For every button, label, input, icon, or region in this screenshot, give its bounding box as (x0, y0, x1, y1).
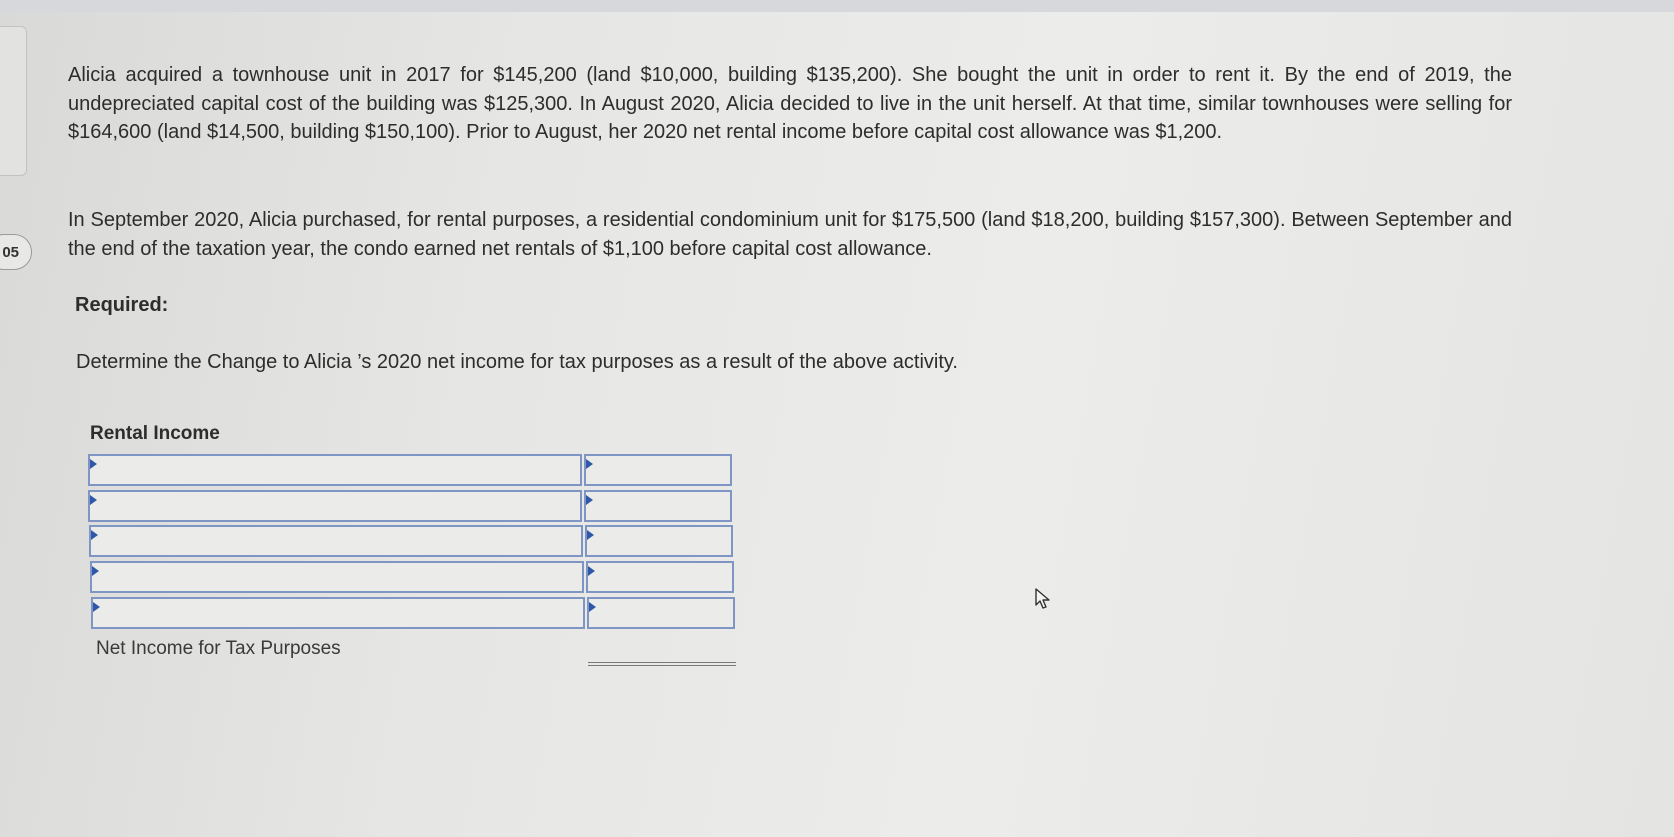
description-dropdown[interactable] (88, 490, 582, 522)
dropdown-marker-icon (589, 602, 596, 612)
description-dropdown[interactable] (88, 454, 582, 486)
problem-paragraph-1: Alicia acquired a townhouse unit in 2017 for $145,200 (land $10,000, building $135,200). She bought the unit in order to rent it. By the end of 2019, the undepreciated capital cost of the building was $125,300. In August 2020, Alicia decided to live in the unit herself. At that time, similar townhouses were selling for $164,600 (land $14,500, building $150,100). Prior to August, her 2020 net rental income before capital cost allowance was $1,200. (68, 64, 1512, 143)
instruction-text: Determine the Change to Alicia ’s 2020 net income for tax purposes as a result of the above activity. (76, 351, 958, 373)
amount-input[interactable] (584, 490, 732, 522)
question-number-badge[interactable] (0, 234, 32, 270)
side-panel[interactable] (0, 26, 27, 176)
dropdown-marker-icon (586, 459, 593, 469)
question-number: 05 (2, 243, 19, 261)
total-double-underline (588, 665, 736, 666)
top-bar (0, 0, 1674, 12)
amount-input[interactable] (587, 597, 735, 629)
problem-paragraph-2: In September 2020, Alicia purchased, for rental purposes, a residential condominium unit for $175,500 (land $18,200, building $157,300). Between September and the end of the taxation year, the condo earned net rentals of $1,100 before capital cost allowance. (68, 209, 1512, 260)
description-dropdown[interactable] (91, 597, 585, 629)
amount-input[interactable] (586, 561, 734, 593)
dropdown-marker-icon (93, 602, 100, 612)
dropdown-marker-icon (92, 566, 99, 576)
amount-input[interactable] (584, 454, 732, 486)
total-underline (588, 662, 736, 663)
dropdown-marker-icon (91, 530, 98, 540)
dropdown-marker-icon (90, 459, 97, 469)
dropdown-marker-icon (588, 566, 595, 576)
dropdown-marker-icon (586, 495, 593, 505)
required-heading: Required: (75, 294, 169, 316)
table-title: Rental Income (90, 423, 220, 444)
description-dropdown[interactable] (90, 561, 584, 593)
amount-input[interactable] (585, 525, 733, 557)
dropdown-marker-icon (90, 495, 97, 505)
description-dropdown[interactable] (89, 525, 583, 557)
pointer-cursor-icon (1034, 588, 1052, 610)
dropdown-marker-icon (587, 530, 594, 540)
net-income-label: Net Income for Tax Purposes (96, 638, 341, 659)
